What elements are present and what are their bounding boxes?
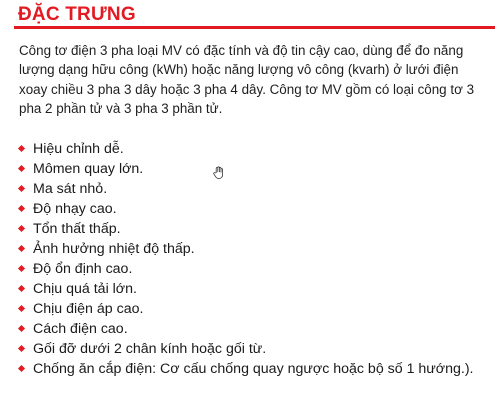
feature-text: Mômen quay lớn. — [33, 161, 144, 177]
feature-item — [18, 299, 488, 319]
feature-text: Chịu quá tải lớn. — [33, 281, 137, 297]
feature-item — [18, 219, 488, 239]
feature-text: Ảnh hưởng nhiệt độ thấp. — [33, 241, 195, 257]
red-diamond-icon — [18, 345, 25, 352]
hand-cursor-icon — [212, 166, 226, 180]
feature-text: Hiệu chỉnh dễ. — [33, 141, 124, 157]
red-diamond-icon — [18, 265, 25, 272]
feature-item — [18, 319, 488, 339]
intro-paragraph: Công tơ điện 3 pha loại MV có đặc tính và độ tin cậy cao, dùng để đo năng lượng dạng hữu công (kWh) hoặc năng lượng vô công (kvarh) ở lưới điện xoay chiều 3 pha 3 dây hoặc 3 pha 4 dây. Công tơ MV gồm có loại công tơ 3 pha 2 phần tử và 3 pha 3 phần tử. — [19, 43, 475, 116]
red-diamond-icon — [18, 145, 25, 152]
red-diamond-icon — [18, 245, 25, 252]
feature-text: Gối đỡ dưới 2 chân kính hoặc gối từ. — [33, 341, 267, 357]
red-diamond-icon — [18, 185, 25, 192]
feature-text: Độ nhạy cao. — [33, 201, 117, 217]
feature-item — [18, 159, 488, 179]
feature-item — [18, 259, 488, 279]
feature-item — [18, 179, 488, 199]
feature-text: Chịu điện áp cao. — [33, 301, 144, 317]
feature-text: Cách điện cao. — [33, 321, 128, 337]
title-underline — [14, 26, 495, 29]
feature-text: Tổn thất thấp. — [33, 221, 121, 237]
features-list — [18, 139, 488, 379]
feature-item — [18, 339, 488, 359]
feature-text: Độ ổn định cao. — [33, 261, 133, 277]
feature-item — [18, 239, 488, 259]
red-diamond-icon — [18, 225, 25, 232]
red-diamond-icon — [18, 325, 25, 332]
red-diamond-icon — [18, 305, 25, 312]
red-diamond-icon — [18, 165, 25, 172]
feature-item — [18, 359, 488, 379]
feature-text: Ma sát nhỏ. — [33, 181, 108, 197]
feature-item — [18, 139, 488, 159]
red-diamond-icon — [18, 365, 25, 372]
red-diamond-icon — [18, 205, 25, 212]
section-header — [0, 0, 495, 32]
feature-text: Chống ăn cắp điện: Cơ cấu chống quay ngược hoặc bộ số 1 hướng.). — [33, 361, 474, 377]
section-title: ĐẶC TRƯNG — [18, 4, 136, 25]
red-diamond-icon — [18, 285, 25, 292]
feature-item — [18, 279, 488, 299]
feature-item — [18, 199, 488, 219]
